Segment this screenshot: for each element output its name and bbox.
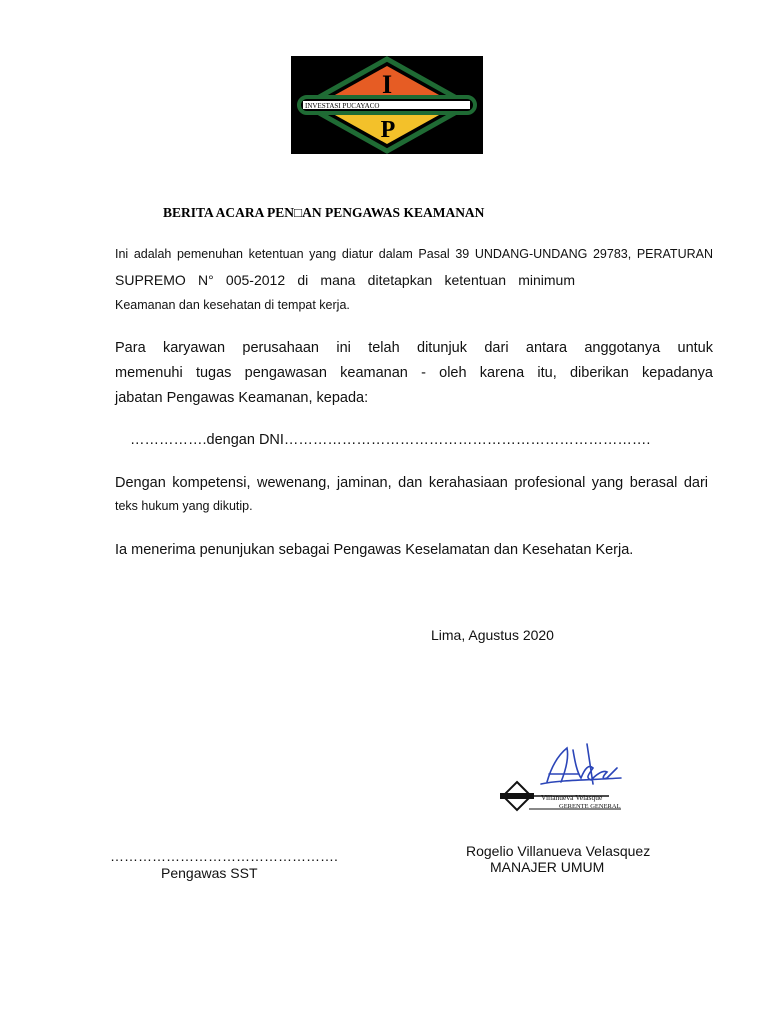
dni-fill-line: …………….dengan DNI…………………………………………………………………. [130, 432, 651, 448]
company-logo [291, 56, 483, 154]
logo-letter-p: P [380, 117, 396, 143]
manager-signature-stamp [489, 738, 635, 820]
paragraph1-line3: Keamanan dan kesehatan di tempat kerja. [115, 298, 350, 312]
place-date: Lima, Agustus 2020 [431, 627, 554, 643]
document-title: BERITA ACARA PEN□AN PENGAWAS KEAMANAN [163, 205, 485, 220]
paragraph1-line1: Ini adalah pemenuhan ketentuan yang diatur dalam Pasal 39 UNDANG-UNDANG 29783, PERATURAN [115, 247, 713, 261]
paragraph1-line2: SUPREMO N° 005-2012 di mana ditetapkan ketentuan minimum [115, 272, 575, 288]
logo-banner-text: INVESTASI PUCAYACO [305, 102, 380, 110]
manager-name: Rogelio Villanueva Velasquez [466, 843, 651, 859]
stamp-name-text: Villanueva Velasque [541, 793, 603, 802]
logo-graphic [291, 56, 483, 154]
supervisor-label: Pengawas SST [161, 865, 258, 881]
logo-letter-i: I [381, 70, 393, 99]
paragraph2-line1: Para karyawan perusahaan ini telah ditunjuk dari antara anggotanya untuk [115, 340, 713, 356]
paragraph2-line3: jabatan Pengawas Keamanan, kepada: [115, 390, 369, 406]
signature-graphic [489, 738, 635, 820]
supervisor-signature-line: …………………………………………. [110, 848, 338, 864]
paragraph2-line2: memenuhi tugas pengawasan keamanan - oleh karena itu, diberikan kepadanya [115, 365, 713, 381]
paragraph3-line1: Dengan kompetensi, wewenang, jaminan, dan kerahasiaan profesional yang berasal dari [115, 475, 708, 491]
stamp-subtitle-text: GERENTE GENERAL [559, 803, 621, 810]
manager-title: MANAJER UMUM [490, 859, 605, 875]
paragraph4: Ia menerima penunjukan sebagai Pengawas Keselamatan dan Kesehatan Kerja. [115, 542, 634, 558]
paragraph3-line2: teks hukum yang dikutip. [115, 499, 253, 513]
